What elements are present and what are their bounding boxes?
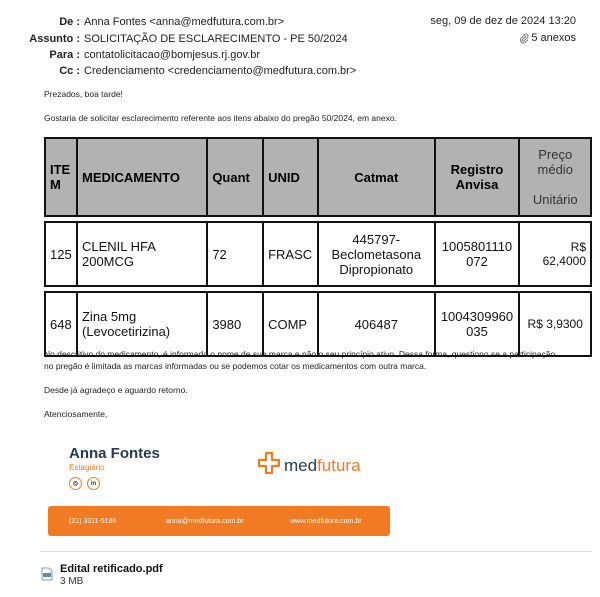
- cell-catmat: 445797- Beclometasona Dipropionato: [318, 222, 435, 286]
- cell-registro: 1005801110 072: [435, 222, 520, 286]
- intro-text: Gostaria de solicitar esclarecimento referente aos itens abaixo do pregão 50/2024, em anexo.: [44, 113, 397, 123]
- cell-medicamento: Zina 5mg (Levocetirizina): [77, 292, 207, 356]
- table-row: [45, 222, 591, 286]
- cell-unid: COMP: [263, 292, 318, 356]
- signature-contact-bar: [48, 506, 390, 536]
- cell-medicamento: CLENIL HFA 200MCG: [77, 222, 207, 286]
- linkedin-icon[interactable]: in: [87, 477, 100, 490]
- items-table: [44, 137, 592, 357]
- logo-text-futura: futura: [317, 455, 361, 475]
- attachments-count[interactable]: [519, 32, 576, 44]
- to-row: [0, 48, 600, 62]
- cc-value[interactable]: Credenciamento <credenciamento@medfutura.com.br>: [84, 65, 357, 77]
- closing: Atenciosamente,: [44, 409, 108, 419]
- to-label: Para :: [49, 49, 80, 61]
- paragraph-thanks: Desde já agradeço e aguardo retorno.: [44, 385, 188, 395]
- paperclip-icon: [519, 33, 529, 44]
- to-value[interactable]: contatolicitacao@bomjesus.rj.gov.br: [84, 49, 261, 61]
- header-medicamento: MEDICAMENTO: [77, 138, 207, 216]
- header-preco: Preço médio Unitário: [519, 138, 591, 216]
- attachment-size: 3 MB: [60, 576, 84, 587]
- header-catmat: Catmat: [318, 138, 435, 216]
- subject-row: [0, 32, 600, 46]
- cell-item: 125: [45, 222, 77, 286]
- signature-name: Anna Fontes: [69, 445, 160, 462]
- header-unid: UNID: [263, 138, 318, 216]
- header-item: ITE M: [45, 138, 77, 216]
- cc-label: Cc :: [59, 65, 80, 77]
- cell-quant: 3980: [207, 292, 263, 356]
- cell-preco: R$ 3,9300: [519, 292, 591, 356]
- header-registro: Registro Anvisa: [435, 138, 520, 216]
- cc-row: [0, 64, 600, 78]
- table-row: [45, 292, 591, 356]
- attachments-count-label: 5 anexos: [531, 32, 576, 44]
- signature-website[interactable]: www.medfutura.com.br: [290, 517, 362, 525]
- attachments-divider: [40, 551, 592, 552]
- pdf-file-icon[interactable]: [41, 567, 53, 586]
- greeting: Prezados, boa tarde!: [44, 89, 123, 99]
- cell-catmat: 406487: [318, 292, 435, 356]
- table-header-row: [45, 138, 591, 216]
- medfutura-logo-icon: [258, 452, 280, 479]
- email-date: seg, 09 de dez de 2024 13:20: [430, 15, 576, 27]
- medfutura-logo: [258, 452, 361, 479]
- signature-email[interactable]: anna@medfutura.com.br: [166, 517, 244, 525]
- cell-preco: R$ 62,4000: [519, 222, 591, 286]
- subject-value: SOLICITAÇÃO DE ESCLARECIMENTO - PE 50/2024: [84, 33, 348, 45]
- instagram-icon[interactable]: ◎: [69, 477, 82, 490]
- cell-unid: FRASC: [263, 222, 318, 286]
- attachment-name[interactable]: Edital retificado.pdf: [60, 563, 163, 575]
- social-links: [69, 477, 100, 490]
- from-value[interactable]: Anna Fontes <anna@medfutura.com.br>: [84, 16, 285, 28]
- subject-label: Assunto :: [29, 33, 80, 45]
- signature-phone[interactable]: (21) 3311-5186: [69, 517, 117, 525]
- paragraph-brand-question: No descritivo do medicamento, é informado o nome de sua marca e não o seu princípio ativo. Dessa forma, questiono se a participação no pregão é limitada as marcas informadas ou se podemos cotar os medicamentos com outra marca.: [44, 349, 556, 371]
- from-label: De :: [59, 16, 80, 28]
- cell-item: 648: [45, 292, 77, 356]
- logo-text-med: med: [284, 455, 318, 475]
- signature-role: Estagiário: [69, 463, 105, 472]
- header-quant: Quant: [207, 138, 263, 216]
- cell-registro: 1004309960 035: [435, 292, 520, 356]
- cell-quant: 72: [207, 222, 263, 286]
